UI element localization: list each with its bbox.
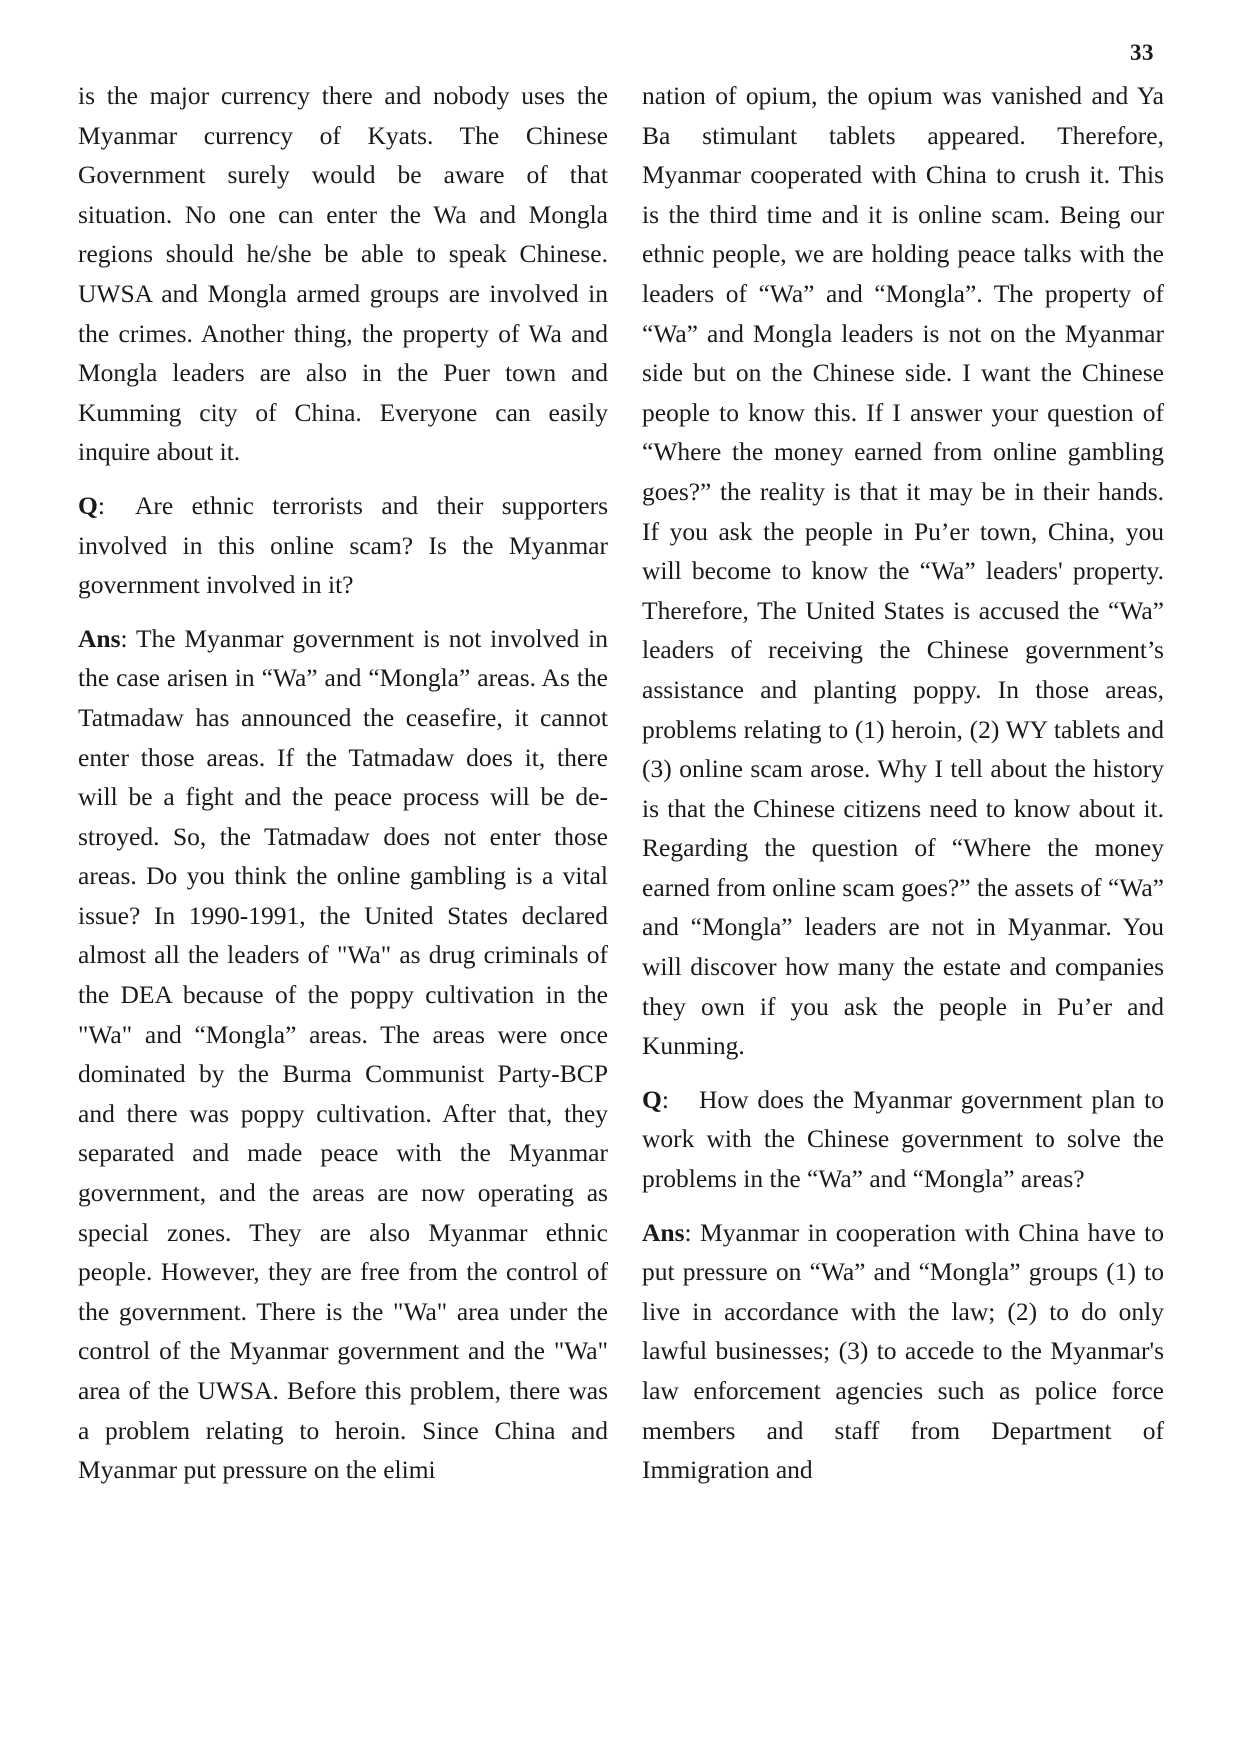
question-label: Q bbox=[78, 490, 98, 520]
answer-text: The Myanmar government is not involved in the case arisen in “Wa” and “Mongla” areas. As the Tatmadaw has announced the ceasefire, it cannot enter those areas. If the Tatmadaw does it, there will be a fight and the peace process will be destroyed. So, the Tatmadaw does not enter those areas. Do you think the online gambling is a vital issue? In 1990-1991, the United States declared almost all the leaders of "Wa" as drug criminals of the DEA because of the poppy cultivation in the "Wa" and “Mongla” areas. The areas were once dominated by the Burma Communist Party-BCP and there was poppy cultivation. After that, they separated and made peace with the Myanmar government, and the areas are now operating as special zones. They are also Myanmar ethnic people. However, they are free from the control of the government. There is the "Wa" area under the control of the Myanmar government and the "Wa" area of the UWSA. Before this problem, there was a problem relating to heroin. Since China and Myanmar put pressure on the elimi bbox=[78, 623, 609, 1485]
question-label: Q bbox=[642, 1084, 662, 1114]
answer-label: Ans bbox=[78, 623, 121, 653]
paragraph-currency: is the major currency there and nobody uses the Myanmar currency of Kyats. The Chinese Government surely would be aware of that situation. No one can enter the Wa and Mongla regions should he/she be able to speak Chinese. UWSA and Mongla armed groups are involved in the crimes. Another thing, the property of Wa and Mongla leaders are also in the Puer town and Kumming city of China. Everyone can easily inquire about it. bbox=[78, 81, 608, 467]
question-text: Are ethnic terrorists and their supporters involved in this online scam? Is the Myanmar government involved in it? bbox=[78, 490, 608, 600]
page-number: 33 bbox=[1130, 40, 1154, 65]
paragraph-opium-elimination: nation of opium, the opium was vanished and Ya Ba stimulant tablets appeared. Therefore, Myanmar cooperated with China to crush it. This is the third time and it is online scam. Being our ethnic people, we are holding peace talks with the leaders of “Wa” and “Mongla”. The property of “Wa” and Mongla leaders is not on the Myanmar side but on the Chinese side. I want the Chinese people to know this. If I answer your question of “Where the money earned from online gambling goes?” the reality is that it may be in their hands. If you ask the people in Pu’er town, China, you will become to know the “Wa” leaders' property. Therefore, The United States is accused the “Wa” leaders of receiving the Chinese government’s assistance and planting poppy. In those areas, problems relating to (1) heroin, (2) WY tablets and (3) online scam arose. Why I tell about the history is that the Chinese citizens need to know about it. Regarding the question of “Where the money earned from online scam goes?” the assets of “Wa” and “Mongla” leaders are not in Myanmar. You will discover how many the estate and companies they own if you ask the people in Pu’er and Kunming. bbox=[642, 81, 1164, 1061]
answer-label: Ans bbox=[642, 1217, 685, 1247]
answer-text: Myanmar in cooperation with China have to put pressure on “Wa” and “Mongla” groups (1) to live in accordance with the law; (2) to do only lawful businesses; (3) to accede to the Myanmar's law enforcement agencies such as police force members and staff from Department of Immigration and bbox=[642, 1217, 1164, 1485]
right-column bbox=[642, 76, 1164, 1504]
question-text: How does the Myanmar government plan to work with the Chinese government to solve the problems in the “Wa” and “Mongla” areas? bbox=[642, 1084, 1164, 1194]
question-ethnic-terrorists: Q: Are ethnic terrorists and their supporters involved in this online scam? Is the Myanmar government involved in it? bbox=[78, 490, 608, 600]
answer-cooperation-with-china: Ans: Myanmar in cooperation with China have to put pressure on “Wa” and “Mongla” groups (1) to live in accordance with the law; (2) to do only lawful businesses; (3) to accede to the Myanmar's law enforcement agencies such as police force members and staff from Department of Immigration and bbox=[642, 1217, 1164, 1485]
question-cooperation-plan: Q: How does the Myanmar government plan to work with the Chinese government to solve the problems in the “Wa” and “Mongla” areas? bbox=[642, 1084, 1164, 1194]
answer-government-not-involved: Ans: The Myanmar government is not involved in the case arisen in “Wa” and “Mongla” areas. As the Tatmadaw has announced the ceasefire, it cannot enter those areas. If the Tatmadaw does it, there will be a fight and the peace process will be destroyed. So, the Tatmadaw does not enter those areas. Do you think the online gambling is a vital issue? In 1990-1991, the United States declared almost all the leaders of "Wa" as drug criminals of the DEA because of the poppy cultivation in the "Wa" and “Mongla” areas. The areas were once dominated by the Burma Communist Party-BCP and there was poppy cultivation. After that, they separated and made peace with the Myanmar government, and the areas are now operating as special zones. They are also Myanmar ethnic people. However, they are free from the control of the government. There is the "Wa" area under the control of the Myanmar government and the "Wa" area of the UWSA. Before this problem, there was a problem relating to heroin. Since China and Myanmar put pressure on the elimi bbox=[78, 623, 609, 1485]
left-column bbox=[78, 76, 608, 1504]
